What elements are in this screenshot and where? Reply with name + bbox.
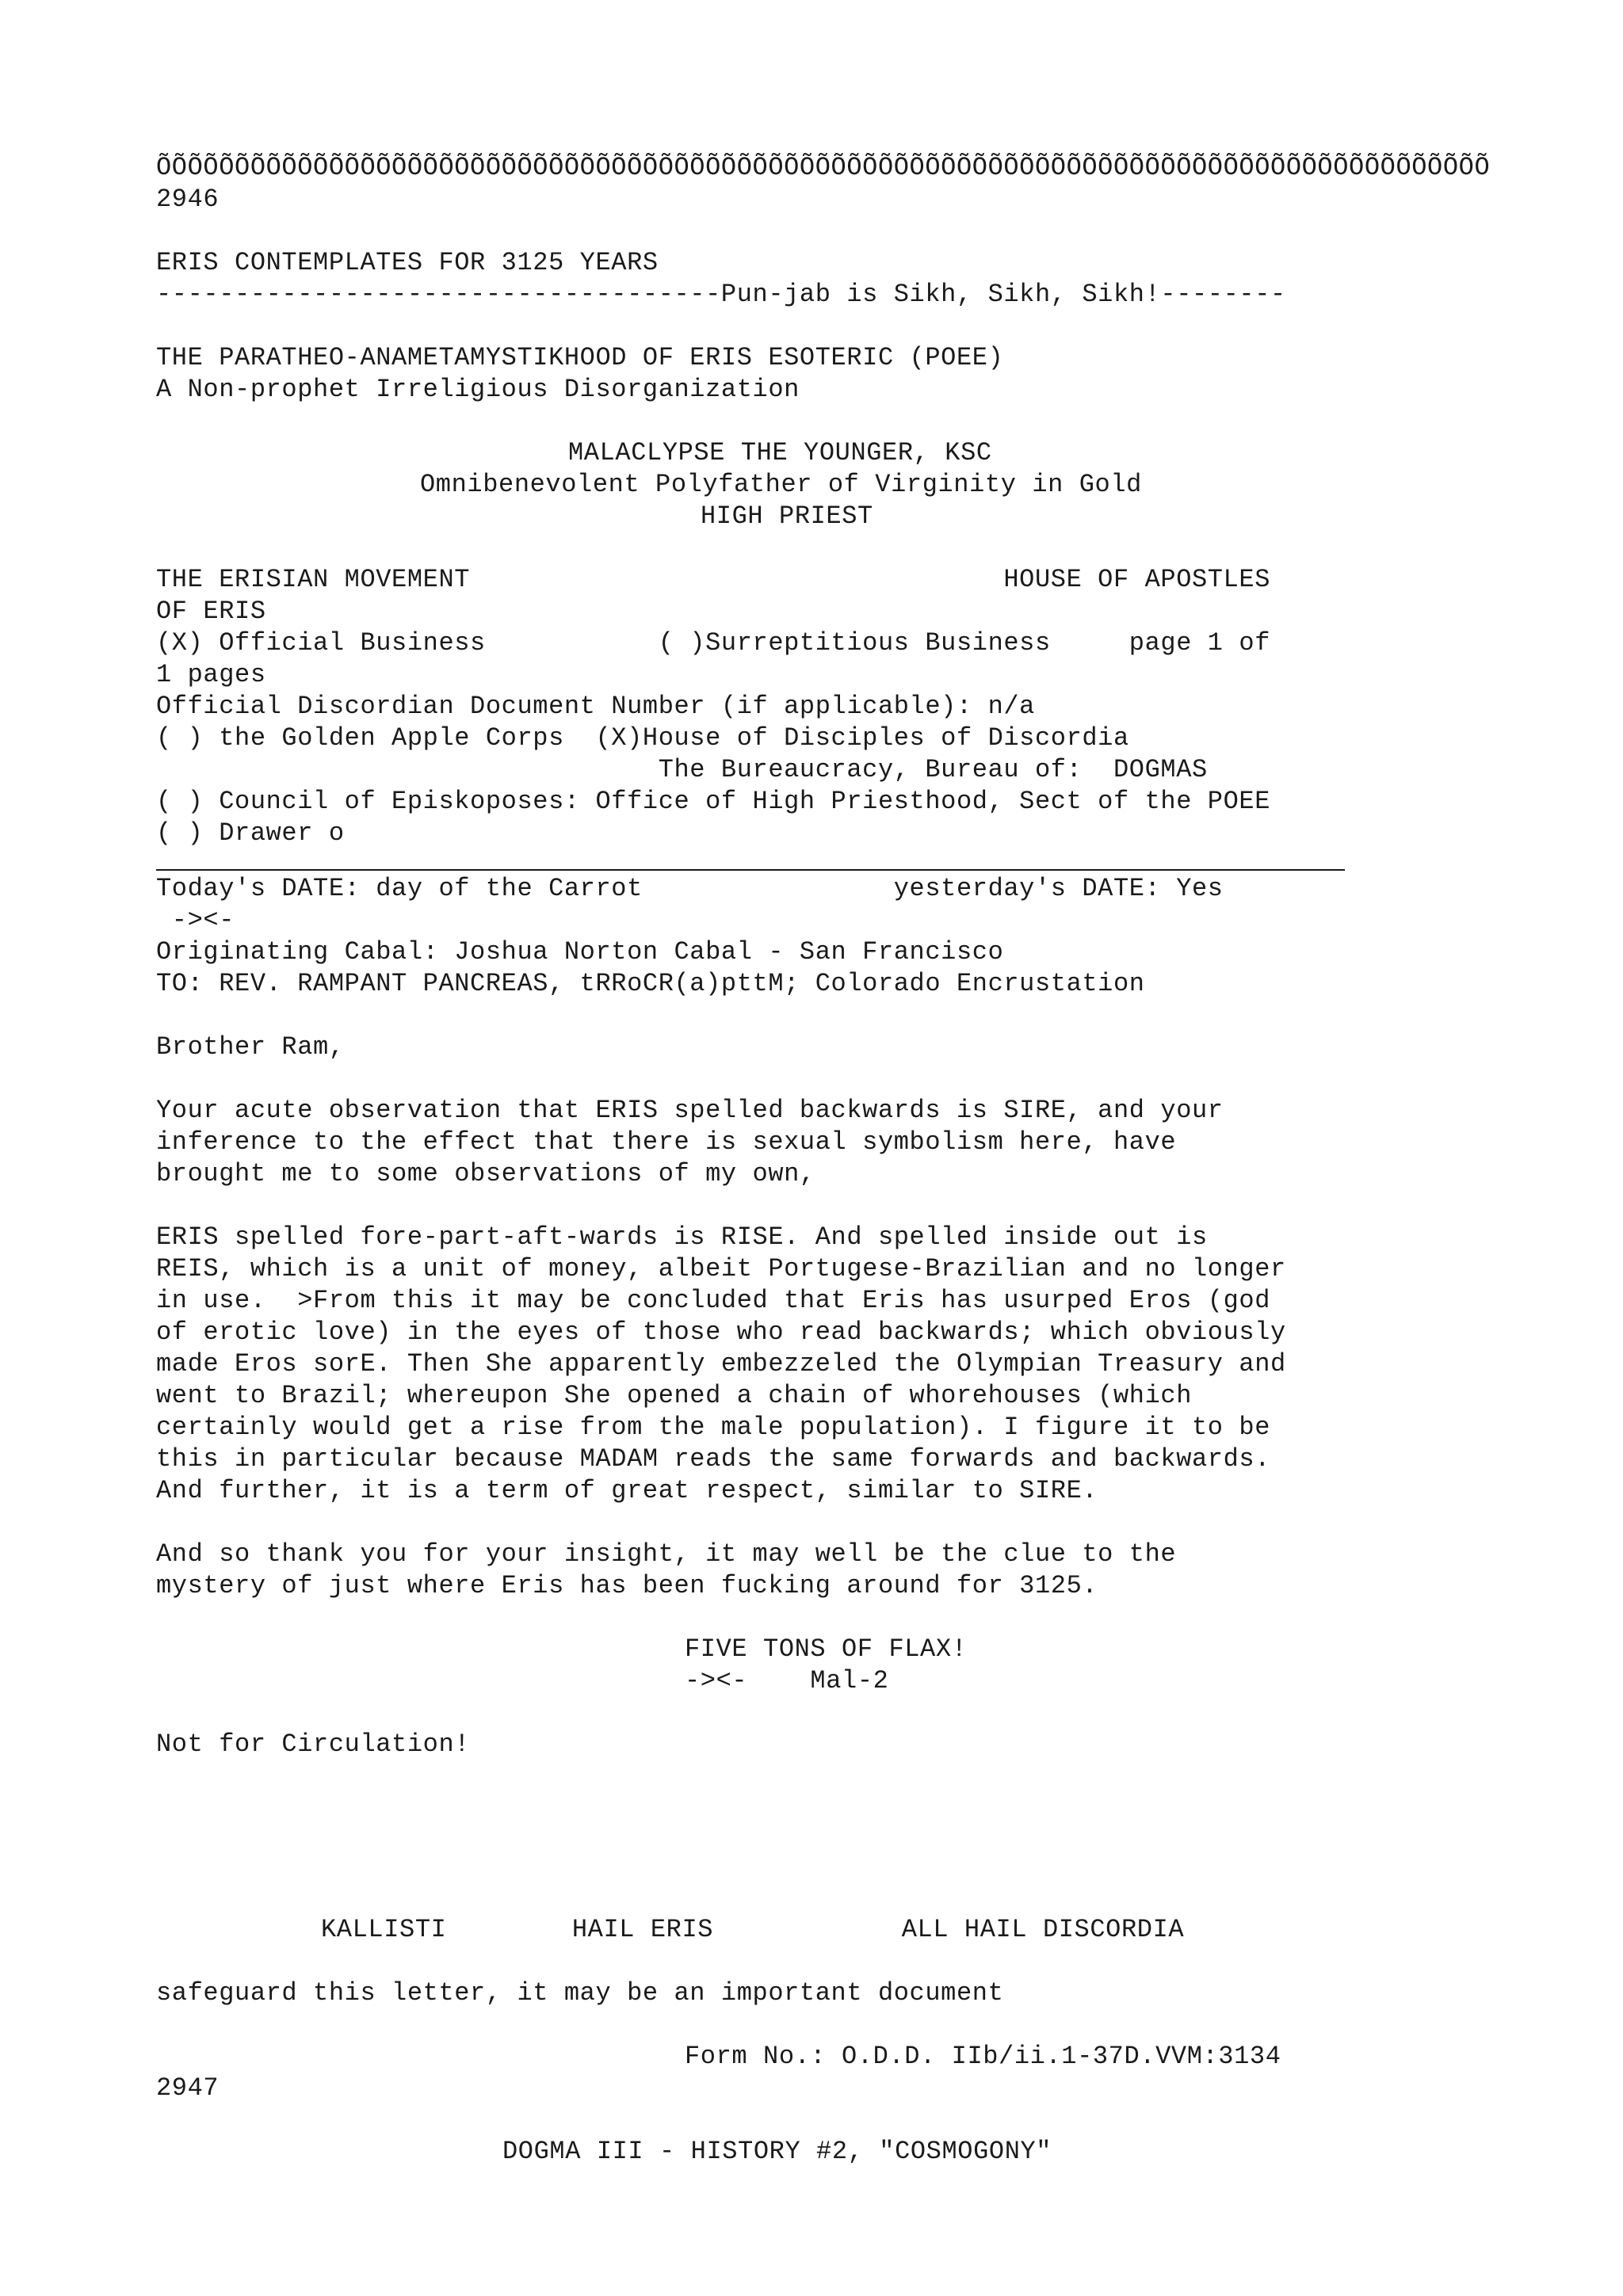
paragraph-2-line: certainly would get a rise from the male population). I figure it to be xyxy=(156,1413,1271,1442)
paragraph-3-line: mystery of just where Eris has been fucking around for 3125. xyxy=(156,1571,1098,1600)
circulation-notice: Not for Circulation! xyxy=(156,1730,471,1759)
hails-line: KALLISTI HAIL ERIS ALL HAIL DISCORDIA xyxy=(321,1915,1185,1944)
letter-signature: -><- Mal-2 xyxy=(685,1666,889,1695)
form-of-eris-line: OF ERIS xyxy=(156,597,266,626)
form-arrows-line: -><- xyxy=(156,906,235,935)
author-name: MALACLYPSE THE YOUNGER, KSC xyxy=(568,438,992,467)
dashed-motto: ------------------------------------Pun-jab is Sikh, Sikh, Sikh!-------- xyxy=(156,280,1286,309)
paragraph-2-line: ERIS spelled fore-part-aft-wards is RISE. And spelled inside out is xyxy=(156,1222,1208,1252)
paragraph-1-line: brought me to some observations of my own, xyxy=(156,1159,815,1188)
chapter-title: ERIS CONTEMPLATES FOR 3125 YEARS xyxy=(156,248,659,277)
page-number-bottom: 2947 xyxy=(156,2073,220,2103)
paragraph-2-line: REIS, which is a unit of money, albeit Portugese-Brazilian and no longer xyxy=(156,1254,1286,1283)
form-pages-line: 1 pages xyxy=(156,660,266,689)
paragraph-2-line: in use. >From this it may be concluded that Eris has usurped Eros (god xyxy=(156,1286,1271,1315)
author-title: Omnibenevolent Polyfather of Virginity in Gold xyxy=(420,470,1142,499)
form-corps-line: ( ) the Golden Apple Corps (X)House of Disciples of Discordia xyxy=(156,723,1129,753)
form-date-line: Today's DATE: day of the Carrot yesterday's DATE: Yes xyxy=(156,874,1224,903)
safeguard-note: safeguard this letter, it may be an important document xyxy=(156,1978,1004,2008)
form-doc-number-line: Official Discordian Document Number (if applicable): n/a xyxy=(156,692,1035,721)
form-cabal-line: Originating Cabal: Joshua Norton Cabal - San Francisco xyxy=(156,937,1004,967)
next-section-heading: DOGMA III - HISTORY #2, "COSMOGONY" xyxy=(502,2137,1052,2166)
letter-salutation: Brother Ram, xyxy=(156,1032,345,1062)
author-rank: HIGH PRIEST xyxy=(701,502,873,531)
form-council-line: ( ) Council of Episkoposes: Office of High Priesthood, Sect of the POEE xyxy=(156,787,1271,816)
letter-closing: FIVE TONS OF FLAX! xyxy=(685,1634,968,1664)
glyph-border: ÕÕÕÕÕÕÕÕÕÕÕÕÕÕÕÕÕÕÕÕÕÕÕÕÕÕÕÕÕÕÕÕÕÕÕÕÕÕÕÕÕÕÕÕÕÕÕÕÕÕÕÕÕÕÕÕÕÕÕÕÕÕÕÕÕÕÕÕÕÕÕÕÕÕÕÕÕÕÕÕÕÕÕÕÕ xyxy=(156,153,1491,182)
page-number-top: 2946 xyxy=(156,185,220,214)
form-bureau-line: The Bureaucracy, Bureau of: DOGMAS xyxy=(156,755,1208,784)
org-name: THE PARATHEO-ANAMETAMYSTIKHOOD OF ERIS ESOTERIC (POEE) xyxy=(156,343,1004,372)
horizontal-rule xyxy=(156,869,1345,871)
org-subtitle: A Non-prophet Irreligious Disorganization xyxy=(156,375,800,404)
paragraph-2-line: And further, it is a term of great respect, similar to SIRE. xyxy=(156,1476,1098,1505)
form-number: Form No.: O.D.D. IIb/ii.1-37D.VVM:3134 xyxy=(685,2042,1281,2071)
paragraph-2-line: made Eros sorE. Then She apparently embezzeled the Olympian Treasury and xyxy=(156,1349,1286,1379)
form-recipient-line: TO: REV. RAMPANT PANCREAS, tRRoCR(a)pttM; Colorado Encrustation xyxy=(156,969,1145,998)
form-movement-line: THE ERISIAN MOVEMENT HOUSE OF APOSTLES xyxy=(156,565,1271,594)
paragraph-2-line: of erotic love) in the eyes of those who read backwards; which obviously xyxy=(156,1318,1286,1347)
paragraph-2-line: went to Brazil; whereupon She opened a chain of whorehouses (which xyxy=(156,1381,1193,1410)
paragraph-1-line: inference to the effect that there is sexual symbolism here, have xyxy=(156,1127,1177,1157)
form-drawer-line: ( ) Drawer o xyxy=(156,818,345,848)
paragraph-3-line: And so thank you for your insight, it may well be the clue to the xyxy=(156,1539,1177,1569)
form-business-line: (X) Official Business ( )Surreptitious Business page 1 of xyxy=(156,628,1271,658)
paragraph-2-line: this in particular because MADAM reads the same forwards and backwards. xyxy=(156,1444,1271,1474)
paragraph-1-line: Your acute observation that ERIS spelled backwards is SIRE, and your xyxy=(156,1096,1224,1125)
